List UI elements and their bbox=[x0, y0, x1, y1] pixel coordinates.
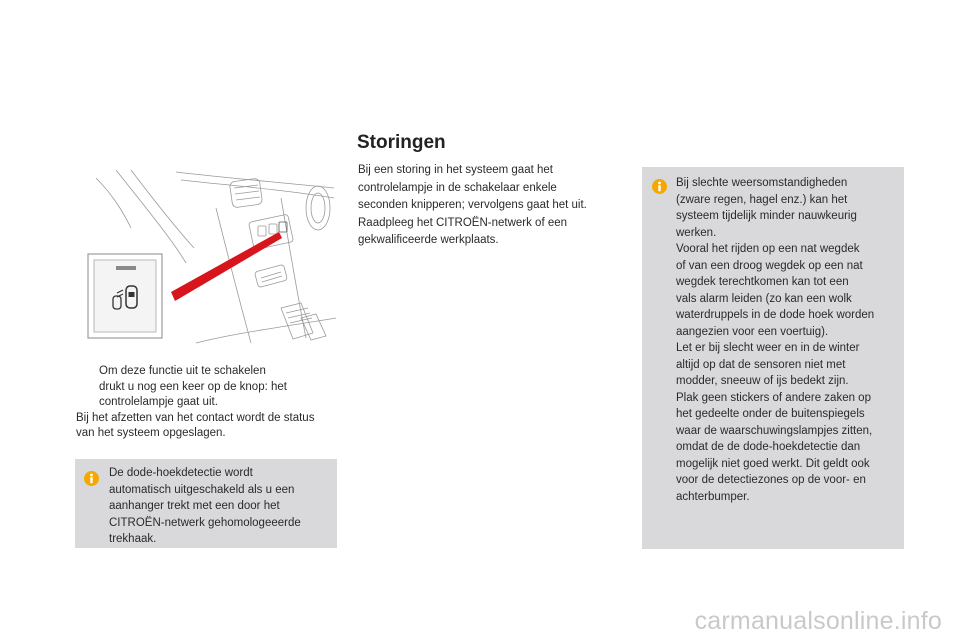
paragraph-line: Bij het afzetten van het contact wordt de status bbox=[76, 411, 315, 424]
info-line: CITROËN-netwerk gehomologeeerde bbox=[109, 516, 301, 529]
info-line: aangezien voor een voertuig). bbox=[676, 325, 829, 338]
info-line: mogelijk niet goed werkt. Dit geldt ook bbox=[676, 457, 870, 470]
paragraph-line: van het systeem opgeslagen. bbox=[76, 427, 226, 439]
bullet-item bbox=[76, 364, 338, 411]
red-pointer bbox=[171, 232, 282, 301]
section-body bbox=[358, 162, 620, 250]
info-line: altijd op dat de sensoren niet met bbox=[676, 358, 846, 371]
info-line: wegdek terechtkomen kan tot een bbox=[676, 276, 849, 288]
info-line: voor de detectiezones op de voor- en bbox=[676, 474, 866, 486]
status-paragraph bbox=[76, 411, 338, 442]
info-line: aanhanger trekt met een door het bbox=[109, 500, 280, 512]
bullet-line: controlelampje gaat uit. bbox=[99, 396, 218, 408]
section-title: Storingen bbox=[357, 132, 446, 153]
bullet-line: drukt u nog een keer op de knop: het bbox=[99, 380, 287, 393]
info-line: of van een droog wegdek op een nat bbox=[676, 259, 863, 272]
watermark: carmanualsonline.info bbox=[694, 607, 942, 635]
info-text bbox=[109, 465, 325, 548]
body-line: controlelampje in de schakelaar enkele bbox=[358, 181, 557, 194]
bullet-line: Om deze functie uit te schakelen bbox=[99, 365, 266, 377]
info-line: vals alarm leiden (zo kan een wolk bbox=[676, 292, 852, 305]
info-line: Let er bij slecht weer en in de winter bbox=[676, 342, 860, 354]
info-icon bbox=[84, 471, 99, 486]
info-line: trekhaak. bbox=[109, 533, 157, 545]
info-line: systeem tijdelijk minder nauwkeurig bbox=[676, 210, 857, 222]
bullet-marker bbox=[76, 364, 99, 411]
info-box-weather bbox=[642, 167, 904, 549]
info-line: achterbumper. bbox=[676, 490, 750, 503]
info-line: het gedeelte onder de buitenspiegels bbox=[676, 408, 865, 420]
info-line: automatisch uitgeschakeld als u een bbox=[109, 483, 295, 496]
info-line: De dode-hoekdetectie wordt bbox=[109, 467, 253, 479]
info-line: waterdruppels in de dode hoek worden bbox=[676, 309, 875, 321]
info-line: Bij slechte weersomstandigheden bbox=[676, 177, 848, 189]
info-line: omdat de de dode-hoekdetectie dan bbox=[676, 441, 861, 453]
dashboard-illustration bbox=[76, 168, 337, 352]
info-line: Plak geen stickers of andere zaken op bbox=[676, 391, 871, 404]
info-text bbox=[676, 175, 896, 505]
body-line: gekwalificeerde werkplaats. bbox=[358, 234, 499, 246]
body-line: Bij een storing in het systeem gaat het bbox=[358, 164, 553, 176]
body-line: Raadpleeg het CITROËN-netwerk of een bbox=[358, 216, 568, 229]
left-text-block bbox=[76, 364, 338, 442]
info-line: werken. bbox=[676, 226, 717, 239]
info-line: Vooral het rijden op een nat wegdek bbox=[676, 243, 860, 255]
info-box-trailer bbox=[75, 459, 337, 548]
body-line: seconden knipperen; vervolgens gaat het uit. bbox=[358, 199, 587, 211]
info-line: waar de waarschuwingslampjes zitten, bbox=[676, 424, 873, 437]
bullet-text bbox=[99, 364, 338, 411]
info-line: modder, sneeuw of ijs bedekt zijn. bbox=[676, 375, 849, 387]
dashboard-drawing bbox=[76, 168, 337, 352]
switch-inset bbox=[88, 254, 162, 338]
info-line: (zware regen, hagel enz.) kan het bbox=[676, 193, 848, 206]
info-icon bbox=[652, 179, 667, 194]
